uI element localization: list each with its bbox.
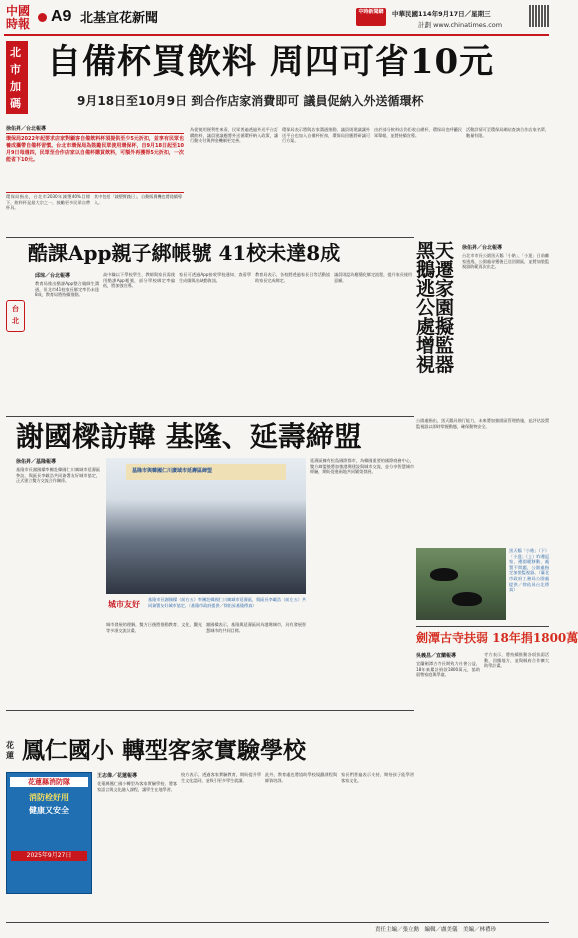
page-number: A9 — [51, 8, 72, 25]
app-tag — [6, 300, 25, 332]
school-headline: 鳳仁國小 轉型客家實驗學校 — [22, 737, 307, 764]
school-body-col1: 花蓮縣鳳仁國小轉型為客家實驗學校，將客家語言與文化融入課程，讓學生在地學習。 — [97, 781, 177, 792]
site-logo-box — [356, 8, 386, 26]
divider-1 — [6, 237, 414, 238]
lead-body-col6: 活動詳情可至環保局網站查詢合作店家名單，數量有限。 — [466, 127, 549, 138]
logo-top: 中國 — [6, 4, 31, 18]
app-tag-text: 台北 — [12, 305, 19, 325]
swan-body-col1: 台北市市長公園黑天鵝「小皓」、「小達」日前離家逃逸，公園處尋獲後已送回園區，並將加裝監視器防範再次出走。 — [462, 253, 549, 270]
lead-body-col2: 其中包括「減塑實踐日」，自動販賣機也將陸續導入。 — [94, 194, 182, 205]
visit-photo — [106, 458, 306, 594]
school-kicker: 花蓮 — [6, 741, 14, 760]
app-body-col3: 家長可透過App接收學校通知、查看學生成績與出缺勤資訊。 — [179, 272, 251, 283]
site-url: 計劃 www.chinatimes.com — [418, 21, 503, 29]
school-ad-title: 花蓮縣消防隊 — [10, 777, 88, 787]
lead-body-col3: 為從使用便利性來看，民眾普遍透過外送平台訂購飲料，議員建議應將外送循環杯納入政策，讓行動支付與押金機制更完善。 — [190, 127, 278, 144]
photo-banner-text: 基隆市與韓國仁川廣域市延壽區締盟 — [132, 468, 213, 474]
visit-caption: 基隆市長謝國樑（前右五）率團赴韓國仁川廣域市延壽區，與區長李載浩（前左五）共同簽署友好城市協定。（基隆市政府提供／徐佑昇基隆傳真） — [148, 597, 306, 608]
school-ad — [6, 772, 92, 894]
newspaper-logo — [6, 5, 36, 35]
visit-body-col3: 謝國樑表示，基隆與延壽區同為港灣城市，具有發展智慧城市的共同目標。 — [206, 622, 306, 633]
logo-bottom: 時報 — [6, 17, 31, 31]
app-body-col2: 高中職以下學校學生、教師與家長需使用酷課App帳號，部分學校綁定率偏低，將加強宣導。 — [103, 272, 175, 289]
lead-subhead: 9月18日至10月9日 到合作店家消費即可 議員促納入外送循環杯 — [77, 94, 424, 108]
lead-summary: 環保局2022年起要求店家對顧客自備飲料杯須提供至少5元折扣，並享有民眾也養成攜帶自備杯習慣。台北市環保局為鼓勵民眾使用環保杯，自9月18日起至10月9日每週四，民眾至合作店家以自備杯購買飲料，可額外再獲得5元折扣，一次能省下10元。 — [6, 136, 184, 163]
lead-body-col4: 環保局表示將與店家溝通推動，議員則建議讓外送平台也加入自備杯折扣，環保局回應將研議可行方案。 — [282, 127, 370, 144]
divider-3 — [6, 710, 414, 711]
school-ad-line2: 健康又安全 — [29, 806, 69, 815]
school-body-col3: 此外，教育處也將協助學校規劃課程與師資培訓。 — [265, 772, 337, 783]
lead-kicker: 北市加碼 — [10, 46, 21, 110]
date-line: 中華民國114年9月17日／星期三 — [392, 10, 491, 18]
lead-byline: 徐佑昇／台北報導 — [6, 126, 47, 132]
visit-headline: 謝國樑訪韓 基隆、延壽締盟 — [16, 420, 362, 453]
swan-caption: 黑天鵝「小皓」（下）「小達」（上）昨遷返家，遷園暖移動、處置不問題，公園處指定加裝監視器。（臺北市政府工務局公園處提供／徐佑昇台北傳真） — [509, 548, 549, 593]
lead-kicker-box — [6, 41, 28, 114]
footer-rule — [6, 922, 549, 923]
footer-credits: 責任主編／張立勳 編輯／盧美儀 美編／林禮珍 — [375, 927, 497, 933]
visit-body-col1: 基隆市長謝國樑率團赴韓國仁川廣域市延壽區參訪，與區長李載浩共同簽署友好城市協定，正式建立雙方交流合作關係。 — [16, 467, 100, 484]
swan-body-col2: 公園處指出，黑天鵝具飛行能力，未來將加強園區管理措施，並評估設置監視器以即時掌握動態，確保動物安全。 — [416, 418, 549, 429]
visit-body-col4: 延壽區擁有松島國際都市，為韓國重要的國際商務中心，雙方締盟後將加強港灣建設與城市交流，並分享智慧城市經驗，期盼促進兩地共同繁榮發展。 — [310, 458, 414, 475]
school-byline: 王志偉／花蓮報導 — [97, 773, 138, 779]
lead-body-col5: 由於部分飲料店仍拒收自備杯，環保局也呼籲民眾舉報，並將持續宣導。 — [374, 127, 462, 138]
school-ad-line3: 2025年9月27日 — [11, 851, 87, 861]
app-headline: 酷課App親子綁帳號 41校未達8成 — [28, 241, 341, 265]
section-title: 北基宜花新聞 — [80, 10, 159, 25]
app-byline: 邱琮／台北報導 — [35, 273, 71, 279]
temple-body-col2: 寺方表示，將持續推動各項扶弱活動，回饋地方，並與縣府合作擴大助學計畫。 — [484, 652, 549, 669]
swan-byline: 徐佑昇／台北報導 — [462, 245, 503, 251]
school-ad-line1: 消防栓好用 — [29, 793, 69, 802]
lead-summary-box — [6, 133, 184, 193]
visit-byline: 徐佑昇／基隆報導 — [16, 459, 57, 465]
visit-tag: 城市友好 — [108, 600, 140, 609]
divider-4 — [416, 626, 549, 627]
temple-headline: 劍潭古寺扶弱 18年捐1800萬 — [416, 631, 578, 645]
qr-code — [529, 5, 549, 27]
temple-body-col1: 宜蘭劍潭古寺長期致力社會公益，18年來累計捐款1800萬元，協助弱勢家庭與學童。 — [416, 661, 480, 678]
school-body-col2: 校方表示，透過客家實驗教育，期盼提升學生文化認同，並吸引更多學生就讀。 — [181, 772, 261, 783]
app-body-col5: 議員則認為應簡化綁定流程，提升家長使用意願。 — [334, 272, 412, 283]
red-dot-icon — [38, 13, 47, 22]
swan-photo — [416, 548, 506, 620]
swan-headline: 黑天鵝遷逃家 公園處擬增監視器 — [416, 240, 455, 376]
masthead — [0, 0, 553, 40]
school-body-col4: 家長們普遍表示支持，期待孩子能學習客家文化。 — [341, 772, 414, 783]
lead-headline: 自備杯買飲料 周四可省10元 — [47, 42, 495, 82]
swan-2 — [452, 592, 482, 606]
lead-body-col1: 環保局指出，台北市2030年減塑40%目標下，飲料杯是最大宗之一，鼓勵更多民眾自帶杯具。 — [6, 194, 90, 211]
masthead-rule — [4, 34, 549, 36]
temple-byline: 吳義昌／宜蘭報導 — [416, 653, 457, 659]
visit-body-col2: 城市發展的理解，雙方日後將推動教育、文化、觀光等多項交流計畫。 — [106, 622, 202, 633]
app-body-col1: 教育局推出酷課App整合親師生溝通，但北市41校家長綁定率仍未達8成，教育局將持續推動。 — [35, 281, 99, 298]
site-logo-text: 中時新聞網 — [358, 9, 384, 15]
swan-1 — [430, 568, 458, 581]
app-body-col4: 教育局表示，各校將透過家長日等活動協助家長完成綁定。 — [255, 272, 330, 283]
divider-2 — [6, 416, 414, 417]
